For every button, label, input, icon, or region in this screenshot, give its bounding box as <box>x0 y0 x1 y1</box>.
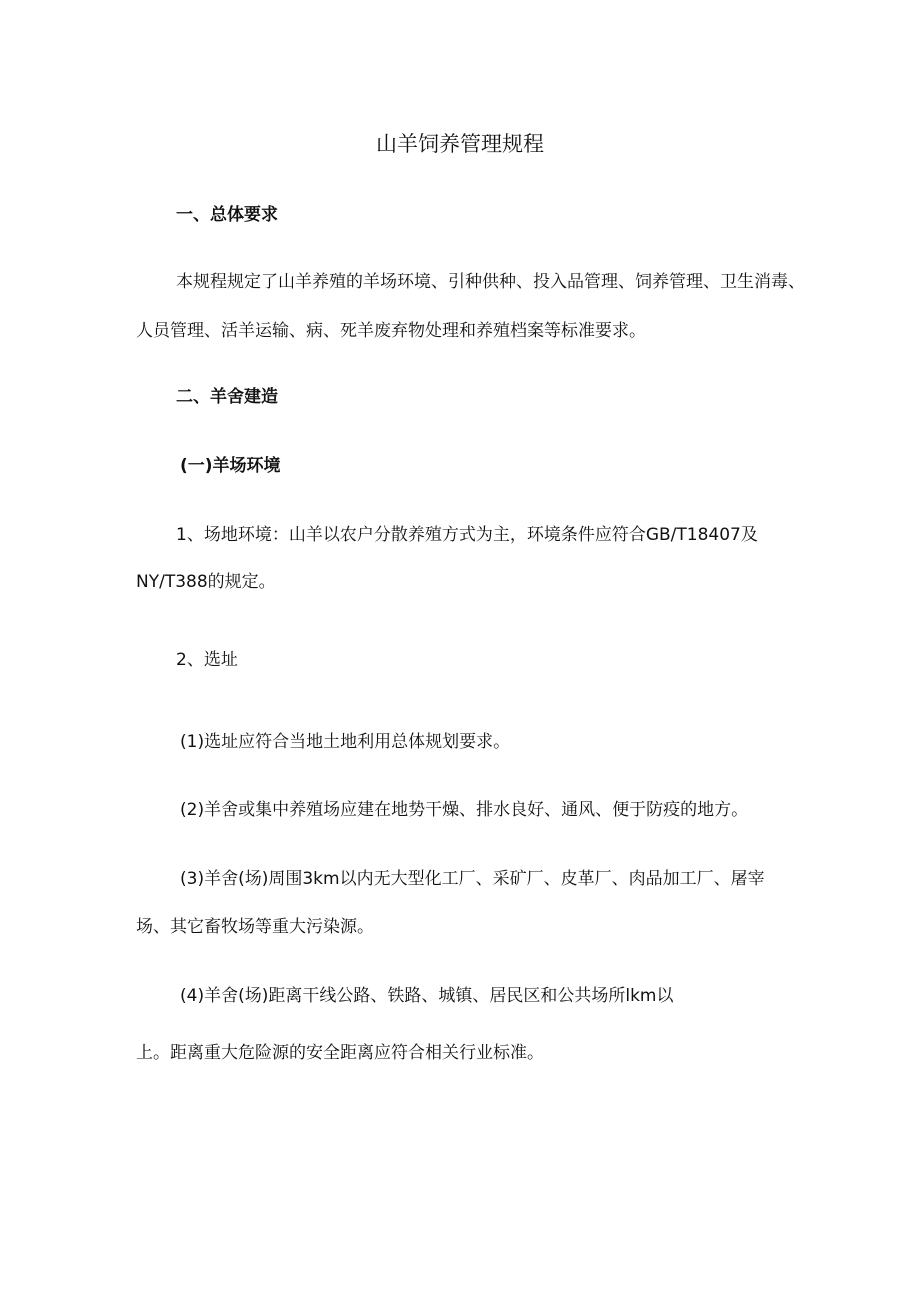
site-selection-point-3-line-2: 场、其它畜牧场等重大污染源。 <box>136 917 374 937</box>
document-title: 山羊饲养管理规程 <box>376 132 544 156</box>
site-selection-point-4-line-2: 上。距离重大危险源的安全距离应符合相关行业标准。 <box>136 1043 544 1063</box>
subsection-heading-farm-environment: (一)羊场环境 <box>180 456 281 476</box>
item-site-environment-line-2: NY/T388的规定。 <box>136 572 276 592</box>
section-heading-general-requirements: 一、总体要求 <box>176 205 278 225</box>
site-selection-point-3-line-1: (3)羊舍(场)周围3km以内无大型化工厂、采矿厂、皮革厂、肉品加工厂、屠宰 <box>180 869 765 889</box>
site-selection-point-4-line-1: (4)羊舍(场)距离干线公路、铁路、城镇、居民区和公共场所lkm以 <box>180 986 674 1006</box>
section-heading-sheep-house-construction: 二、羊舍建造 <box>176 387 278 407</box>
item-site-selection: 2、选址 <box>176 650 238 670</box>
paragraph-scope-line-2: 人员管理、活羊运输、病、死羊废弃物处理和养殖档案等标准要求。 <box>136 321 646 341</box>
site-selection-point-1: (1)选址应符合当地土地利用总体规划要求。 <box>180 732 511 752</box>
paragraph-scope-line-1: 本规程规定了山羊养殖的羊场环境、引种供种、投入品管理、饲养管理、卫生消毒、 <box>176 272 805 292</box>
item-site-environment-line-1: 1、场地环境：山羊以农户分散养殖方式为主，环境条件应符合GB/T18407及 <box>176 525 758 545</box>
site-selection-point-2: (2)羊舍或集中养殖场应建在地势干燥、排水良好、通风、便于防疫的地方。 <box>180 800 749 820</box>
